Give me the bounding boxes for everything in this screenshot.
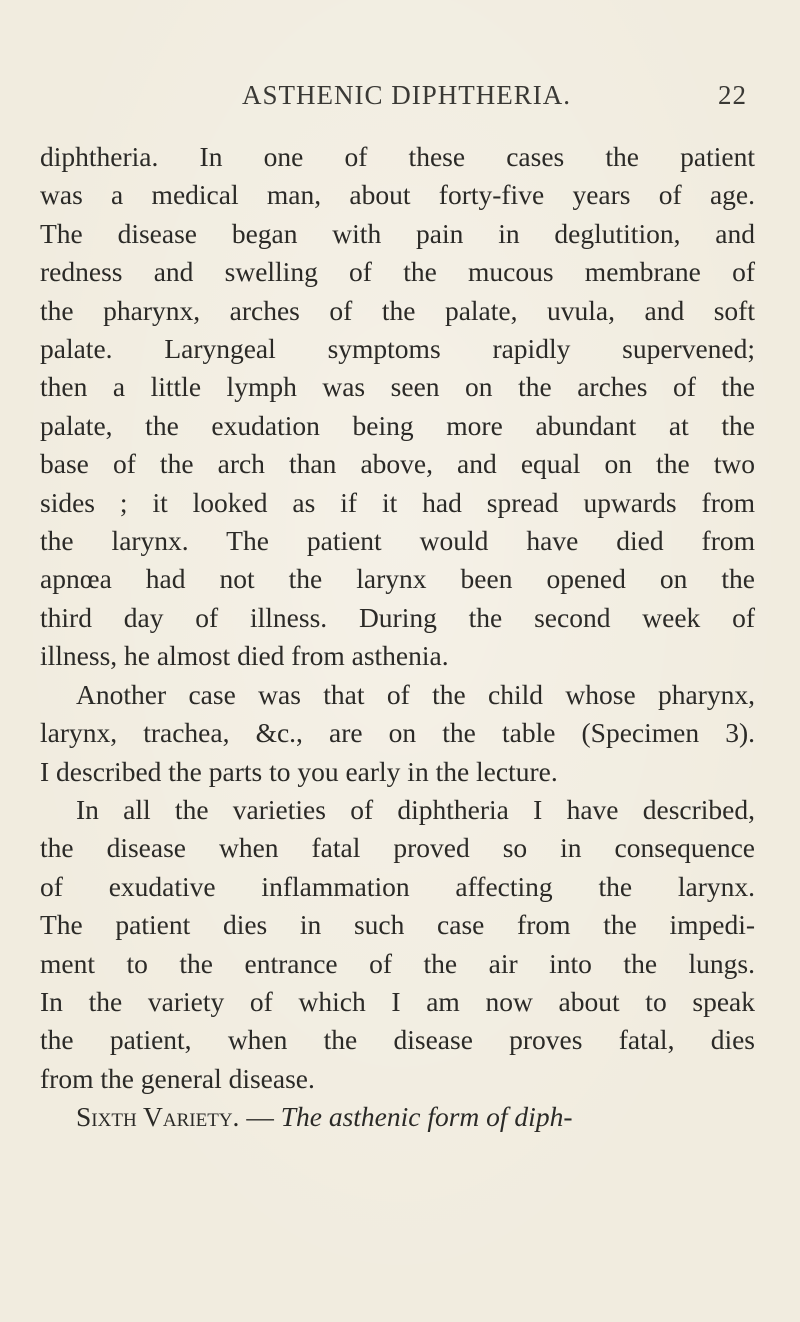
text-line: I described the parts to you early in the lecture.	[40, 755, 558, 787]
text-line: third day of illness. During the second week of	[40, 601, 755, 633]
page-number: 22	[718, 80, 747, 110]
text-line: palate, the exudation being more abundant at the	[40, 409, 755, 441]
text-line: diphtheria. In one of these cases the patient	[40, 141, 755, 172]
text-line: the disease when fatal proved so in consequence	[40, 832, 755, 864]
text-line: the pharynx, arches of the palate, uvula, and soft	[40, 294, 755, 326]
running-head-title: ASTHENIC DIPHTHERIA.	[242, 80, 571, 110]
paragraph	[40, 138, 755, 676]
text-line: from the general disease.	[40, 1062, 315, 1094]
text-line: In all the varieties of diphtheria I have described,	[76, 793, 755, 825]
text-line	[40, 1098, 755, 1136]
text-line: Another case was that of the child whose pharynx,	[76, 678, 755, 710]
text-line: palate. Laryngeal symptoms rapidly supervened;	[40, 333, 755, 365]
paragraph	[40, 791, 755, 1098]
section-heading: Sixth Variety.	[76, 1101, 240, 1133]
text-line: apnœa had not the larynx been opened on the	[40, 563, 755, 595]
body-text	[40, 138, 755, 1137]
text-line: larynx, trachea, &c., are on the table (Specimen 3).	[40, 717, 755, 749]
text-line: illness, he almost died from asthenia.	[40, 640, 449, 672]
text-line: was a medical man, about forty-five years of age.	[40, 179, 755, 211]
text-line: base of the arch than above, and equal on the two	[40, 448, 755, 480]
paragraph	[40, 1098, 755, 1136]
text-line: In the variety of which I am now about to speak	[40, 985, 755, 1017]
text-line: sides ; it looked as if it had spread upwards from	[40, 486, 755, 518]
text-line: the larynx. The patient would have died from	[40, 525, 755, 557]
text-line: redness and swelling of the mucous membrane of	[40, 256, 755, 288]
text-line: The disease began with pain in deglutition, and	[40, 217, 755, 249]
italic-text: The asthenic form of diph-	[280, 1101, 573, 1133]
text-line: of exudative inflammation affecting the larynx.	[40, 870, 755, 902]
text-line: the patient, when the disease proves fatal, dies	[40, 1024, 755, 1056]
text-line: The patient dies in such case from the impedi-	[40, 909, 755, 941]
paragraph	[40, 676, 755, 791]
text-line: ment to the entrance of the air into the lungs.	[40, 947, 755, 979]
em-dash: —	[239, 1101, 281, 1133]
text-line: then a little lymph was seen on the arches of the	[40, 371, 755, 403]
